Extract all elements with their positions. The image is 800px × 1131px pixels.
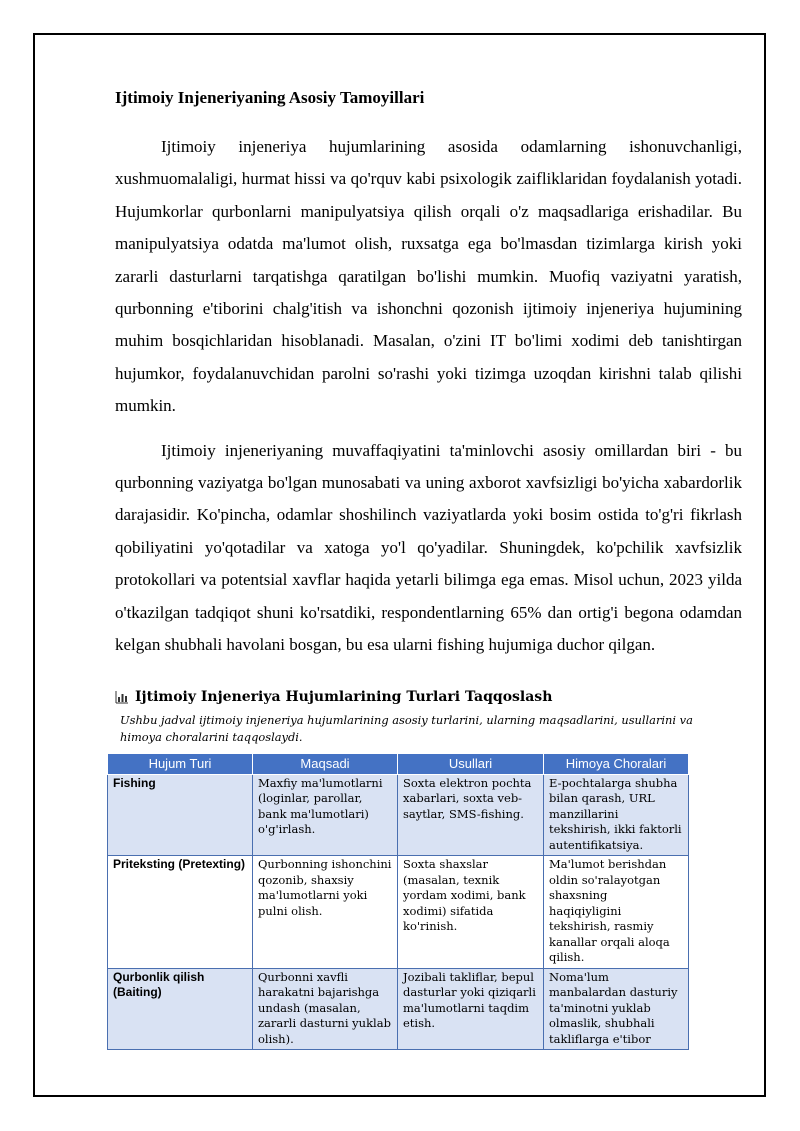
protection-cell: Ma'lumot berishdan oldin so'ralayotgan shaxsning haqiqiyligini tekshirish, rasmiy kanallar orqali aloqa qilish.: [544, 856, 689, 969]
table-row: [108, 856, 689, 969]
column-header-methods: Usullari: [398, 753, 544, 774]
paragraph: Ijtimoiy injeneriyaning muvaffaqiyatini ta'minlovchi asosiy omillardan biri - bu qurbonning vaziyatga bo'lgan munosabati va uning axborot xavfsizligi bo'yicha xabardorlik darajasidir. Ko'pincha, odamlar shoshilinch vaziyatlarda yoki bosim ostida to'g'ri fikrlash qobiliyatini yo'qotadilar va xatoga yo'l qo'yadilar. Shuningdek, ko'pchilik xavfsizlik protokollari va potentsial xavflar haqida yetarli bilimga ega emas. Misol uchun, 2023 yilda o'tkazilgan tadqiqot shuni ko'rsatdiki, respondentlarning 65% dan ortig'i begona odamdan kelgan shubhali havolani bosgan, bu esa ularni fishing hujumiga duchor qilgan.: [115, 440, 742, 655]
methods-cell: Jozibali takliflar, bepul dasturlar yoki qiziqarli ma'lumotlarni taqdim etish.: [398, 968, 544, 1050]
goal-cell: Maxfiy ma'lumotlarni (loginlar, parollar, bank ma'lumotlari) o'g'irlash.: [253, 774, 398, 856]
methods-cell: Soxta elektron pochta xabarlari, soxta veb-saytlar, SMS-fishing.: [398, 774, 544, 856]
table-heading: [115, 686, 742, 708]
goal-cell: Qurbonni xavfli harakatni bajarishga undash (masalan, zararli dasturni yuklab olish).: [253, 968, 398, 1050]
table-row: [108, 774, 689, 856]
protection-cell: E-pochtalarga shubha bilan qarash, URL manzillarini tekshirish, ikki faktorli autentifikatsiya.: [544, 774, 689, 856]
methods-cell: Soxta shaxslar (masalan, texnik yordam xodimi, bank xodimi) sifatida ko'rinish.: [398, 856, 544, 969]
attack-type-cell: Fishing: [108, 774, 253, 856]
bar-chart-icon: [115, 690, 129, 704]
column-header-protection: Himoya Choralari: [544, 753, 689, 774]
column-header-goal: Maqsadi: [253, 753, 398, 774]
table-description: Ushbu jadval ijtimoiy injeneriya hujumlarining asosiy turlarini, ularning maqsadlarini, usullarini va himoya choralarini taqqoslaydi.: [120, 712, 693, 744]
document-title: Ijtimoiy Injeneriyaning Asosiy Tamoyillari: [115, 88, 425, 107]
attack-type-cell: Priteksting (Pretexting): [108, 856, 253, 969]
attack-type-cell: Qurbonlik qilish (Baiting): [108, 968, 253, 1050]
paragraph: Ijtimoiy injeneriya hujumlarining asosida odamlarning ishonuvchanligi, xushmuomalaligi, hurmat hissi va qo'rquv kabi psixologik zaifliklaridan foydalanish yotadi. Hujumkorlar qurbonlarni manipulyatsiya qilish orqali o'z maqsadlariga erishadilar. Bu manipulyatsiya odatda ma'lumot olish, ruxsatga ega bo'lmasdan tizimlarga kirish yoki zararli dasturlarni tarqatishga qaratilgan bo'lishi mumkin. Muofiq vaziyatni yaratish, qurbonning e'tiborini chalg'itish va ishonchni qozonish ijtimoiy injeneriya hujumining muhim bosqichlaridan hisoblanadi. Masalan, o'zini IT bo'limi xodimi deb tanishtirgan hujumkor, foydalanuvchidan parolni so'rashi yoki tizimga uzoqdan kirishni talab qilishi mumkin.: [115, 137, 742, 416]
comparison-table: [107, 753, 689, 1051]
table-header-row: [108, 753, 689, 774]
column-header-type: Hujum Turi: [108, 753, 253, 774]
goal-cell: Qurbonning ishonchini qozonib, shaxsiy ma'lumotlarni yoki pulni olish.: [253, 856, 398, 969]
protection-cell: Noma'lum manbalardan dasturiy ta'minotni yuklab olmaslik, shubhali takliflarga e'tibor: [544, 968, 689, 1050]
document-body: [115, 85, 742, 1050]
table-heading-text: Ijtimoiy Injeneriya Hujumlarining Turlari Taqqoslash: [135, 688, 553, 705]
table-row: [108, 968, 689, 1050]
